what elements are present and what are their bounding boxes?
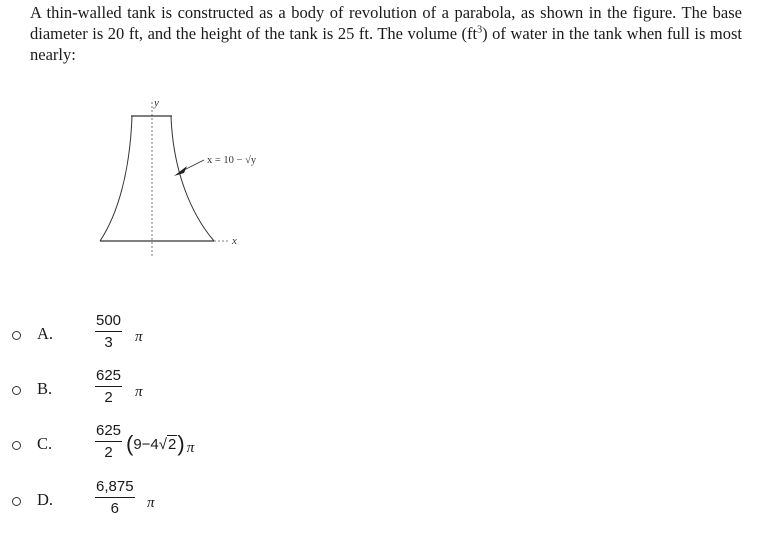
option-b[interactable] — [12, 367, 412, 417]
option-a-radio[interactable] — [12, 331, 21, 340]
option-a-fraction — [95, 312, 122, 352]
option-a-numerator: 500 — [96, 312, 122, 329]
option-d-numerator: 6,875 — [96, 478, 134, 495]
question-line-2b: ) of water in the — [482, 24, 590, 43]
option-c-radio[interactable] — [12, 441, 21, 450]
option-a-pi: π — [135, 329, 143, 345]
tank-right-wall — [171, 116, 214, 241]
cubic-exponent: 3 — [477, 24, 483, 36]
option-c-expression — [126, 429, 194, 455]
question-line-1: A thin-walled tank is constructed as a body of revolution of a parabola, as shown in the figure. — [30, 3, 677, 22]
option-b-numerator: 625 — [96, 367, 122, 384]
option-b-radio[interactable] — [12, 386, 21, 395]
question-line-2a: The base diameter is 20 ft, and the height of the tank is 25 ft. The volume (ft — [30, 3, 742, 43]
option-c-sqrt: √2 — [158, 436, 177, 453]
leader-arrowhead — [174, 166, 187, 176]
y-axis-label: y — [154, 97, 159, 109]
option-b-pi: π — [135, 384, 143, 400]
question-line-3: tank when full is most nearly: — [30, 24, 743, 64]
tank-figure — [96, 96, 296, 260]
option-c-pi: π — [186, 440, 195, 456]
option-a-letter: A. — [37, 324, 54, 343]
option-c-letter: C. — [37, 434, 53, 453]
option-c-close-paren: ) — [177, 431, 185, 456]
option-b-letter: B. — [37, 379, 53, 398]
option-c-numerator: 625 — [96, 422, 122, 439]
option-b-fraction — [95, 367, 122, 407]
option-b-denominator: 2 — [95, 386, 122, 407]
x-axis-label: x — [232, 235, 237, 247]
option-d-pi: π — [147, 495, 155, 511]
option-d-denominator: 6 — [95, 497, 135, 518]
option-d-letter: D. — [37, 490, 54, 509]
option-c-denominator: 2 — [95, 441, 122, 462]
question-text — [30, 2, 742, 65]
option-a-denominator: 3 — [95, 331, 122, 352]
leader-line — [184, 160, 204, 170]
option-d-fraction — [95, 478, 135, 518]
tank-left-wall — [100, 116, 132, 241]
option-c-sqrt-arg: 2 — [168, 436, 177, 453]
curve-label: x = 10 − √y — [207, 155, 257, 166]
option-c-fraction — [95, 422, 122, 462]
option-c-inner: 9−4 — [133, 436, 159, 453]
option-d[interactable] — [12, 478, 412, 528]
option-c[interactable] — [12, 422, 412, 472]
option-c-open-paren: ( — [126, 431, 134, 456]
option-d-radio[interactable] — [12, 497, 21, 506]
option-a[interactable] — [12, 312, 412, 362]
